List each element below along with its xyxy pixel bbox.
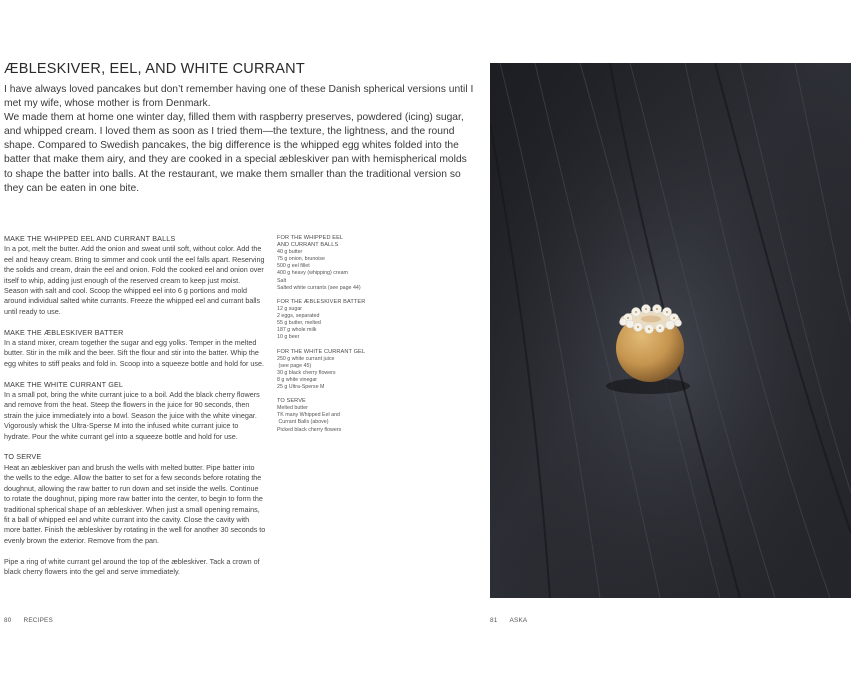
ingredient-list <box>277 249 377 292</box>
ingredient-item: Currant Balls (above) <box>277 419 329 426</box>
page-number: 80 <box>4 617 12 624</box>
section-name: RECIPES <box>23 617 53 624</box>
ingredient-group-heading: TO SERVE <box>277 398 306 405</box>
step-text: In a small pot, bring the white currant juice to a boil. Add the black cherry flowers and remove from the heat. Steep the flowers in the juice for 90 seconds, then strain the juice immediately into a bowl. Season the juice with the white vinegar. Vigorously whisk the Ultra-Sperse M into the infused white currant juice to hydrate. Pour the white currant gel into a squeeze bottle and hold for use. <box>4 390 260 441</box>
ingredient-list <box>277 356 377 391</box>
intro-paragraph: We made them at home one winter day, filled them with raspberry preserves, powdered (icing) sugar, and whipped cream. I loved them as soon as I tried them—the texture, the lightness, and the round shape. Compared to Swedish pancakes, the big difference is the whipped egg whites folded into the batter that make them airy, and they are cooked in a special æbleskiver pan with hemispherical molds to shape the batter into balls. At the restaurant, we make them smaller than the traditional version so they can be eaten in one bite. <box>4 112 467 194</box>
ingredient-item: 500 g eel fillet <box>277 263 310 270</box>
step-text: In a pot, melt the butter. Add the onion and sweat until soft, without color. Add the eel and heavy cream. Bring to simmer and cook until the eel falls apart. Reserving the solids and cream, drain the eel and onion. Fold the cooked eel and onion over itself to whip, adding just enough of the reserved cream to keep just moist. Season with salt and cool. Scoop the whipped eel into 6 g portions and mold around individual salted white currants. Freeze the whipped eel and currant balls until ready to use. <box>4 244 265 316</box>
recipe-title: ÆBLESKIVER, EEL, AND WHITE CURRANT <box>4 61 305 77</box>
ingredient-item: (see page 45) <box>277 362 312 369</box>
ingredient-item: Salted white currants (see page 44) <box>277 284 361 291</box>
ingredient-item: 40 g butter <box>277 249 303 256</box>
ingredient-item: 250 g white currant juice <box>277 355 335 362</box>
left-folio <box>4 617 53 624</box>
ingredient-item: 400 g heavy (whipping) cream <box>277 270 348 277</box>
ingredient-item: 55 g butter, melted <box>277 320 321 327</box>
ingredient-group <box>277 349 377 392</box>
intro-paragraph: I have always loved pancakes but don’t remember having one of these Danish spherical versions until I met my wife, whose mother is from Denmark. <box>4 84 474 110</box>
ingredient-item: 10 g beer <box>277 334 300 341</box>
ingredient-item: 187 g whole milk <box>277 327 317 334</box>
ingredient-group <box>277 398 377 433</box>
page-number: 81 <box>490 617 498 624</box>
method-step <box>4 328 266 370</box>
ingredient-item: 12 g sugar <box>277 305 303 312</box>
ingredient-list <box>277 306 377 341</box>
method-step <box>4 234 266 317</box>
step-text: In a stand mixer, cream together the sugar and egg yolks. Temper in the melted butter. Stir in the milk and the beer. Sift the flour and stir into the batter. Whip the egg whites to stiff peaks and fold in. Scoop into a squeeze bottle and hold for use. <box>4 338 264 368</box>
ingredients-column <box>277 235 377 441</box>
ingredient-group <box>277 235 377 292</box>
ingredient-list <box>277 405 377 433</box>
section-name: ASKA <box>509 617 528 624</box>
ingredient-group <box>277 299 377 342</box>
ingredient-item: TK many Whipped Eel and <box>277 412 341 419</box>
ingredient-item: 25 g Ultra-Sperse M <box>277 383 325 390</box>
method-column <box>4 234 266 577</box>
ingredient-item: 30 g black cherry flowers <box>277 369 336 376</box>
ingredient-group-heading: FOR THE ÆBLESKIVER BATTER <box>277 298 366 305</box>
step-heading: MAKE THE WHITE CURRANT GEL <box>4 379 124 389</box>
right-folio <box>490 617 527 624</box>
step-heading: TO SERVE <box>4 452 42 462</box>
aebleskiver-photo <box>490 63 851 598</box>
ingredient-item: Picked black cherry flowers <box>277 426 342 433</box>
method-step <box>4 452 266 546</box>
ingredient-item: Melted butter <box>277 405 308 412</box>
ingredient-item: 8 g white vinegar <box>277 376 318 383</box>
serving-note: Pipe a ring of white currant gel around the top of the æbleskiver. Tack a crown of black cherry flowers into the gel and serve immediately. <box>4 556 260 576</box>
ingredient-group-heading: FOR THE WHITE CURRANT GEL <box>277 348 366 355</box>
recipe-intro <box>4 83 474 196</box>
ingredient-group-heading: FOR THE WHIPPED EEL AND CURRANT BALLS <box>277 235 344 249</box>
step-heading: MAKE THE ÆBLESKIVER BATTER <box>4 327 124 337</box>
step-heading: MAKE THE WHIPPED EEL AND CURRANT BALLS <box>4 234 176 243</box>
method-step <box>4 380 266 442</box>
step-text: Heat an æbleskiver pan and brush the wells with melted butter. Pipe batter into the wells to the edge. Allow the batter to set for a few seconds before rotating the doughnut, allowing the raw batter to run down and set inside the wells. Continue to rotate the doughnut, piping more raw batter into the center, to begin to form the traditional spherical shape of an æbleskiver. When just a small opening remains, fit a ball of whipped eel and white currant into the cavity. Close the cavity with more batter. Finish the æbleskiver by rotating in the well for another 30 seconds to evenly brown the exterior. Remove from the pan. <box>4 462 266 545</box>
ingredient-item: 75 g onion, brunoise <box>277 256 326 263</box>
ingredient-item: Salt <box>277 277 287 284</box>
ingredient-item: 2 eggs, separated <box>277 313 320 320</box>
